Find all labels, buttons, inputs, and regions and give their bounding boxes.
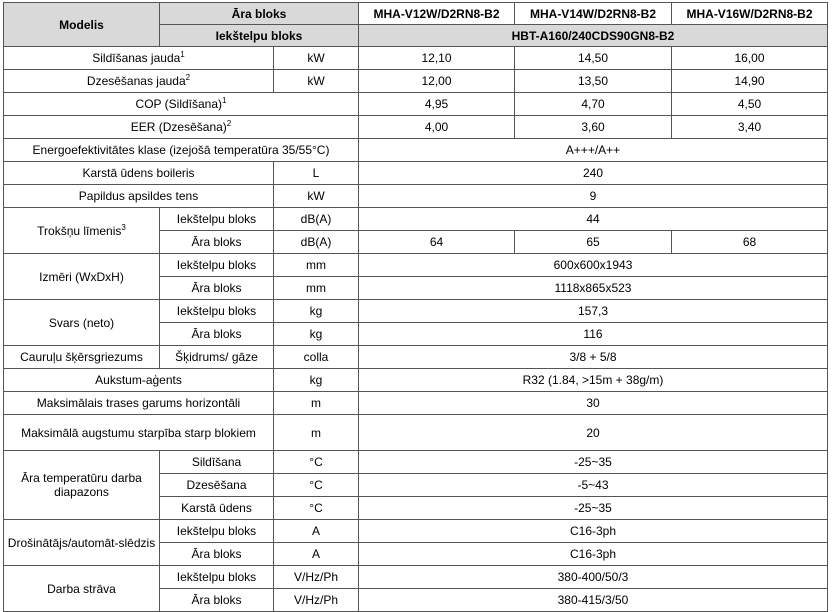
noise-indoor-label: Iekštelpu bloks: [160, 208, 274, 231]
weight-indoor-value: 157,3: [359, 300, 828, 323]
cop-value: 4,50: [672, 93, 828, 116]
max-length-value: 30: [359, 392, 828, 415]
refrigerant-label: Aukstum-aģents: [4, 369, 274, 392]
temp-heating-unit: °C: [274, 451, 359, 474]
boiler-value: 240: [359, 162, 828, 185]
noise-outdoor-label: Āra bloks: [160, 231, 274, 254]
heater-unit: kW: [274, 185, 359, 208]
weight-outdoor-label: Āra bloks: [160, 323, 274, 346]
size-label: Izmēri (WxDxH): [4, 254, 160, 300]
fuse-indoor-label: Iekštelpu bloks: [160, 520, 274, 543]
fuse-outdoor-value: C16-3ph: [359, 543, 828, 566]
pipe-label: Cauruļu šķērsgriezums: [4, 346, 160, 369]
heating-value: 12,10: [359, 47, 515, 70]
temp-heating-label: Sildīšana: [160, 451, 274, 474]
heating-value: 14,50: [515, 47, 672, 70]
cooling-value: 13,50: [515, 70, 672, 93]
heating-unit: kW: [274, 47, 359, 70]
weight-indoor-label: Iekštelpu bloks: [160, 300, 274, 323]
boiler-unit: L: [274, 162, 359, 185]
fuse-indoor-unit: A: [274, 520, 359, 543]
header-model-2: MHA-V14W/D2RN8-B2: [515, 3, 672, 25]
size-indoor-value: 600x600x1943: [359, 254, 828, 277]
current-outdoor-unit: V/Hz/Ph: [274, 589, 359, 612]
cooling-unit: kW: [274, 70, 359, 93]
temp-cooling-label: Dzesēšana: [160, 474, 274, 497]
eer-value: 3,60: [515, 116, 672, 139]
eer-value: 3,40: [672, 116, 828, 139]
cop-label: COP (Sildīšana)$^1$: [4, 93, 359, 116]
heater-value: 9: [359, 185, 828, 208]
cop-value: 4,95: [359, 93, 515, 116]
heating-value: 16,00: [672, 47, 828, 70]
max-length-label: Maksimālais trases garums horizontāli: [4, 392, 274, 415]
weight-indoor-unit: kg: [274, 300, 359, 323]
max-height-unit: m: [274, 415, 359, 451]
temp-heating-value: -25~35: [359, 451, 828, 474]
weight-outdoor-value: 116: [359, 323, 828, 346]
temp-hotwater-unit: °C: [274, 497, 359, 520]
refrigerant-value: R32 (1.84, >15m + 38g/m): [359, 369, 828, 392]
temp-hotwater-value: -25~35: [359, 497, 828, 520]
header-model-3: MHA-V16W/D2RN8-B2: [672, 3, 828, 25]
current-outdoor-label: Āra bloks: [160, 589, 274, 612]
noise-outdoor-value: 65: [515, 231, 672, 254]
noise-outdoor-value: 68: [672, 231, 828, 254]
size-outdoor-value: 1118x865x523: [359, 277, 828, 300]
heater-label: Papildus apsildes tens: [4, 185, 274, 208]
current-indoor-unit: V/Hz/Ph: [274, 566, 359, 589]
fuse-outdoor-unit: A: [274, 543, 359, 566]
eer-label: EER (Dzesēšana)$^2$: [4, 116, 359, 139]
cooling-value: 12,00: [359, 70, 515, 93]
header-indoor-model: HBT-A160/240CDS90GN8-B2: [359, 25, 828, 47]
noise-outdoor-unit: dB(A): [274, 231, 359, 254]
temp-hotwater-label: Karstā ūdens: [160, 497, 274, 520]
fuse-outdoor-label: Āra bloks: [160, 543, 274, 566]
pipe-unit: colla: [274, 346, 359, 369]
energy-class-label: Energoefektivitātes klase (izejošā temperatūra 35/55°C): [4, 139, 359, 162]
pipe-value: 3/8 + 5/8: [359, 346, 828, 369]
cooling-label: Dzesēšanas jauda$^2$: [4, 70, 274, 93]
max-height-label: Maksimālā augstumu starpība starp blokiem: [4, 415, 274, 451]
weight-outdoor-unit: kg: [274, 323, 359, 346]
header-ara-bloks: Āra bloks: [160, 3, 359, 25]
weight-label: Svars (neto): [4, 300, 160, 346]
current-label: Darba strāva: [4, 566, 160, 612]
current-indoor-value: 380-400/50/3: [359, 566, 828, 589]
max-length-unit: m: [274, 392, 359, 415]
cooling-value: 14,90: [672, 70, 828, 93]
noise-indoor-unit: dB(A): [274, 208, 359, 231]
noise-label: Trokšņu līmenis$^3$: [4, 208, 160, 254]
boiler-label: Karstā ūdens boileris: [4, 162, 274, 185]
fuse-label: Drošinātājs/automāt-slēdzis: [4, 520, 160, 566]
temp-cooling-unit: °C: [274, 474, 359, 497]
pipe-sub-label: Šķidrums/ gāze: [160, 346, 274, 369]
header-model-1: MHA-V12W/D2RN8-B2: [359, 3, 515, 25]
noise-indoor-value: 44: [359, 208, 828, 231]
current-outdoor-value: 380-415/3/50: [359, 589, 828, 612]
size-indoor-unit: mm: [274, 254, 359, 277]
size-indoor-label: Iekštelpu bloks: [160, 254, 274, 277]
header-iekstelpu-bloks: Iekštelpu bloks: [160, 25, 359, 47]
max-height-value: 20: [359, 415, 828, 451]
cop-value: 4,70: [515, 93, 672, 116]
size-outdoor-unit: mm: [274, 277, 359, 300]
fuse-indoor-value: C16-3ph: [359, 520, 828, 543]
energy-class-value: A+++/A++: [359, 139, 828, 162]
refrigerant-unit: kg: [274, 369, 359, 392]
current-indoor-label: Iekštelpu bloks: [160, 566, 274, 589]
temp-range-label: Āra temperatūru darba diapazons: [4, 451, 160, 520]
temp-cooling-value: -5~43: [359, 474, 828, 497]
header-modelis: Modelis: [4, 3, 160, 47]
eer-value: 4,00: [359, 116, 515, 139]
size-outdoor-label: Āra bloks: [160, 277, 274, 300]
spec-table: [3, 2, 828, 612]
noise-outdoor-value: 64: [359, 231, 515, 254]
heating-label: Sildīšanas jauda$^1$: [4, 47, 274, 70]
